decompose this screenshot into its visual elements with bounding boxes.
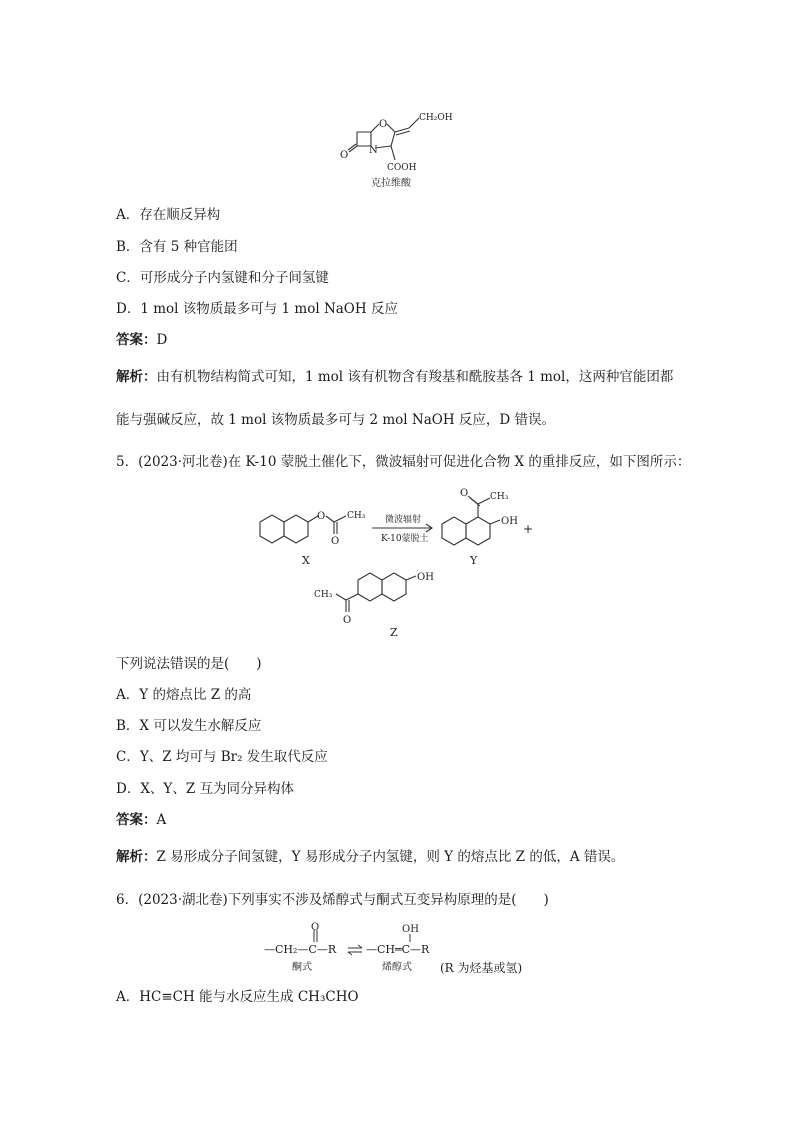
- x-ketone-o-label: O: [331, 536, 340, 547]
- answer-label: 答案：: [116, 332, 157, 348]
- q4-analysis-2: 能与强碱反应，故 1 mol 该物质最多可与 2 mol NaOH 反应，D 错误。: [116, 412, 556, 428]
- enol-formula: —CH═C—R: [366, 943, 430, 956]
- clavulanic-acid-structure: [335, 108, 465, 190]
- q5-answer: [116, 811, 166, 829]
- q5-option-d: D．X、Y、Z 互为同分异构体: [116, 781, 295, 797]
- arrow-top-label: 微波辐射: [385, 515, 422, 525]
- structure-caption: 克拉维酸: [371, 178, 411, 189]
- analysis-label: 解析：: [116, 369, 157, 385]
- q5-stem: 5．(2023·河北卷)在 K-10 蒙脱土催化下，微波辐射可促进化合物 X 的重排反应，如下图所示：: [116, 454, 691, 470]
- cooh-label: COOH: [387, 163, 417, 173]
- o-keto-label: O: [340, 150, 349, 161]
- x-ch3-label: CH₃: [347, 511, 366, 521]
- y-ch3-label: CH₃: [490, 492, 509, 502]
- answer-value: D: [156, 332, 168, 348]
- keto-enol-equilibrium: [262, 920, 552, 978]
- analysis-label: 解析：: [116, 849, 157, 865]
- z-oh-label: OH: [417, 572, 434, 583]
- label-y: Y: [470, 554, 478, 567]
- q4-option-b: B．含有 5 种官能团: [116, 239, 238, 255]
- ch2oh-label: CH₂OH: [419, 113, 453, 123]
- q5-reaction-scheme: [250, 484, 550, 644]
- y-o-label: O: [460, 488, 469, 499]
- keto-formula: —CH₂—C—R: [264, 943, 337, 956]
- analysis-text: Z 易形成分子间氢键，Y 易形成分子内氢键，则 Y 的熔点比 Z 的低，A 错误。: [156, 849, 625, 865]
- label-z: Z: [390, 626, 398, 639]
- q5-option-b: B．X 可以发生水解反应: [116, 718, 262, 734]
- q5-option-a: A．Y 的熔点比 Z 的高: [116, 687, 252, 703]
- z-ch3-label: CH₃: [314, 590, 333, 600]
- q4-answer: [116, 331, 167, 349]
- q4-analysis-1: [116, 368, 673, 386]
- r-note: (R 为烃基或氢): [440, 961, 523, 975]
- q5-option-c: C．Y、Z 均可与 Br₂ 发生取代反应: [116, 749, 328, 765]
- n-label: N: [369, 145, 378, 156]
- answer-value: A: [156, 812, 167, 828]
- enol-label: 烯醇式: [382, 962, 412, 973]
- enol-oh-label: OH: [402, 924, 419, 935]
- plus-sign: +: [523, 522, 534, 536]
- q5-question: 下列说法错误的是( ): [116, 656, 262, 672]
- q4-option-d: D．1 mol 该物质最多可与 1 mol NaOH 反应: [116, 301, 398, 317]
- q6-option-a: A．HC≡CH 能与水反应生成 CH₃CHO: [116, 989, 359, 1005]
- keto-o-label: O: [311, 922, 320, 933]
- answer-label: 答案：: [116, 812, 157, 828]
- q5-analysis: [116, 848, 624, 866]
- q6-stem: 6．(2023·湖北卷)下列事实不涉及烯醇式与酮式互变异构原理的是( ): [116, 892, 549, 908]
- z-o-label: O: [343, 615, 352, 626]
- label-x: X: [302, 554, 310, 567]
- keto-label: 酮式: [292, 962, 312, 973]
- arrow-bottom-label: K-10蒙脱土: [381, 534, 429, 544]
- q4-option-c: C．可形成分子内氢键和分子间氢键: [116, 270, 329, 286]
- q4-option-a: A．存在顺反异构: [116, 207, 221, 223]
- analysis-text: 由有机物结构简式可知，1 mol 该有机物含有羧基和酰胺基各 1 mol，这两种官能团都: [156, 369, 674, 385]
- x-o-label: O: [317, 511, 326, 522]
- o-ring-label: O: [379, 119, 388, 130]
- y-oh-label: OH: [501, 516, 518, 527]
